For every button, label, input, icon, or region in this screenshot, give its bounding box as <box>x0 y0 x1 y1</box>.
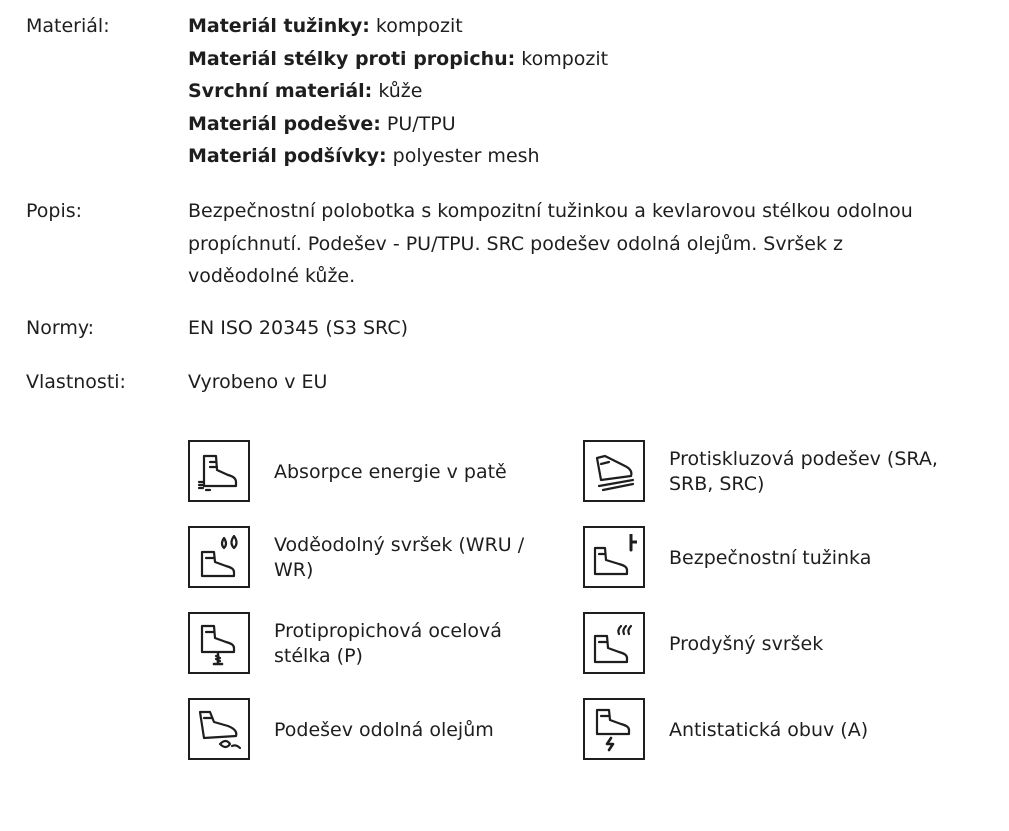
popis-text: Bezpečnostní polobotka s kompozitní tužinkou a kevlarovou stélkou odolnou propíchnutí. Podešev - PU/TPU. SRC podešev odolná olejům. Svršek z voděodolné kůže. <box>188 200 913 287</box>
feature-item <box>583 612 963 678</box>
penetration-resistant-midsole-icon <box>188 612 250 674</box>
normy-label: Normy: <box>26 317 95 339</box>
feature-item <box>188 526 568 592</box>
material-key: Svrchní materiál: <box>188 80 373 102</box>
material-item <box>188 108 949 141</box>
antistatic-footwear-icon <box>583 698 645 760</box>
material-list <box>188 10 949 173</box>
feature-item <box>188 698 568 764</box>
material-key: Materiál podešve: <box>188 112 381 135</box>
material-value: PU/TPU <box>380 112 456 135</box>
anti-slip-sole-icon <box>583 440 645 502</box>
safety-toecap-icon <box>583 526 645 588</box>
material-value: kompozit <box>515 47 609 70</box>
breathable-upper-icon <box>583 612 645 674</box>
energy-absorption-heel-icon <box>188 440 250 502</box>
water-resistant-upper-icon <box>188 526 250 588</box>
feature-label: Antistatická obuv (A) <box>669 718 869 741</box>
feature-label: Podešev odolná olejům <box>274 718 494 741</box>
feature-item <box>583 440 963 506</box>
feature-grid <box>188 440 948 770</box>
oil-resistant-sole-icon <box>188 698 250 760</box>
material-value: kůže <box>372 80 423 102</box>
feature-label: Prodyšný svršek <box>669 632 824 655</box>
feature-item <box>188 612 568 678</box>
feature-label: Voděodolný svršek (WRU / WR) <box>274 534 525 581</box>
material-item <box>188 10 949 43</box>
vlastnosti-text: Vyrobeno v EU <box>188 371 328 393</box>
material-key: Materiál tužinky: <box>188 15 370 37</box>
feature-item <box>583 698 963 764</box>
normy-text: EN ISO 20345 (S3 SRC) <box>188 317 408 339</box>
material-key: Materiál podšívky: <box>188 145 387 167</box>
feature-label: Absorpce energie v patě <box>274 460 507 483</box>
material-value: polyester mesh <box>386 145 540 167</box>
material-key: Materiál stélky proti propichu: <box>188 47 516 70</box>
feature-label: Bezpečnostní tužinka <box>669 546 872 569</box>
vlastnosti-label: Vlastnosti: <box>26 371 126 393</box>
material-label: Materiál: <box>26 15 110 37</box>
material-value: kompozit <box>369 15 463 37</box>
feature-item <box>583 526 963 592</box>
feature-label: Protipropichová ocelová stélka (P) <box>274 620 502 667</box>
feature-item <box>188 440 568 506</box>
material-item <box>188 75 949 108</box>
popis-label: Popis: <box>26 200 83 222</box>
feature-label: Protiskluzová podešev (SRA, SRB, SRC) <box>669 448 938 495</box>
material-item <box>188 43 949 76</box>
material-item <box>188 140 949 173</box>
